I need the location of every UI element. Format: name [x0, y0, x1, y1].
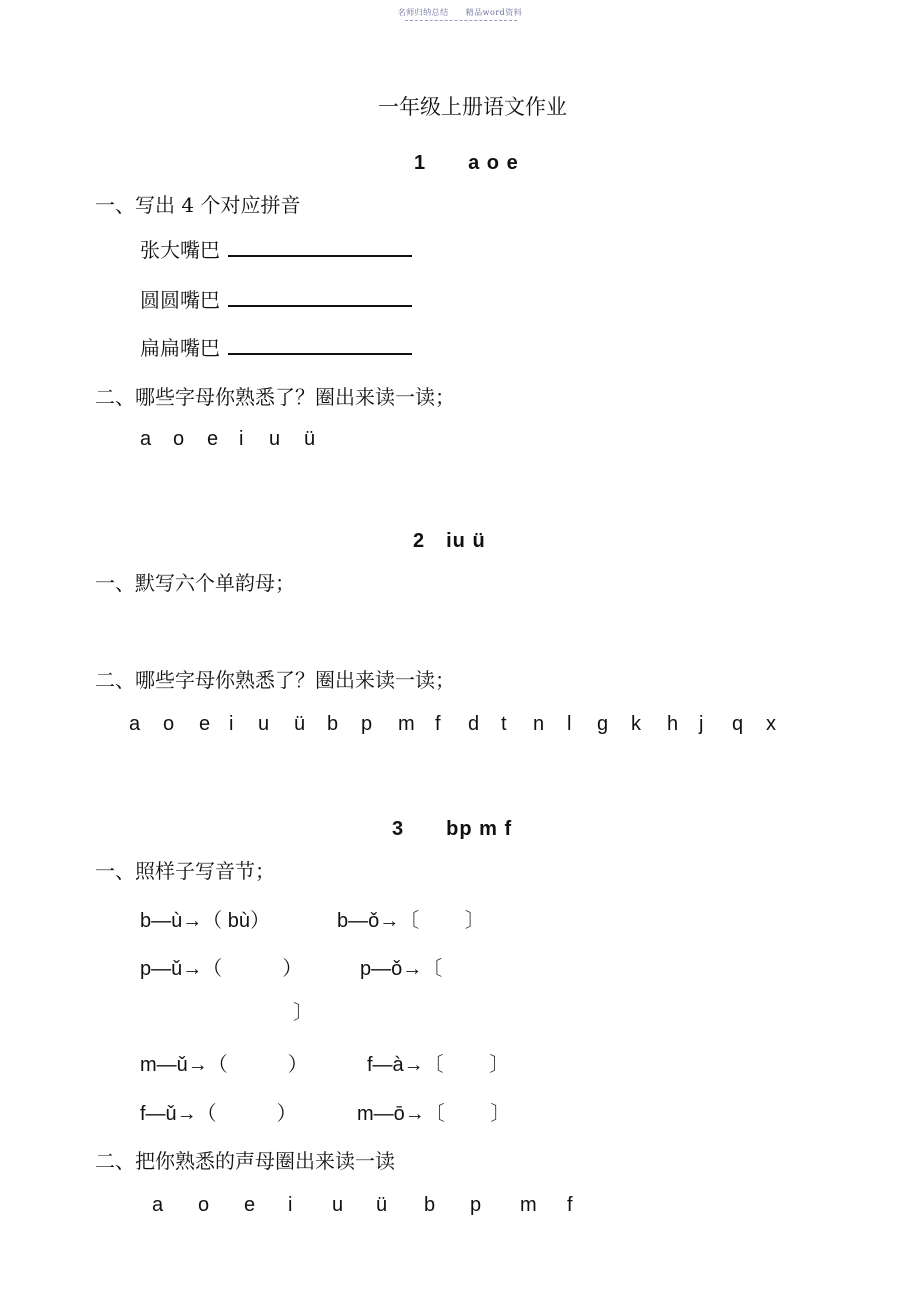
letter[interactable]: m	[398, 713, 415, 735]
lesson-2-heading: 2 iu ü	[413, 530, 486, 552]
letter[interactable]: f	[435, 713, 441, 735]
letter[interactable]: ü	[376, 1194, 388, 1216]
letter[interactable]: h	[667, 713, 679, 735]
bracket-close: 〕	[293, 1000, 313, 1024]
letter[interactable]: ü	[294, 713, 306, 735]
lesson-3-letters	[152, 1194, 581, 1217]
syllable-exercise-bo[interactable]: b—ǒ→〔 〕	[337, 910, 485, 932]
letter[interactable]: u	[258, 713, 270, 735]
lesson-2-letters	[129, 713, 782, 736]
answer-line-3[interactable]	[228, 336, 412, 355]
letter[interactable]: i	[288, 1194, 293, 1216]
syllable-exercise-fa[interactable]: f—à→〔 〕	[367, 1054, 510, 1076]
letter[interactable]: p	[470, 1194, 482, 1216]
lesson-3-question-1: 一、照样子写音节；	[95, 859, 275, 883]
lesson-1-letters	[140, 428, 324, 451]
letter[interactable]: u	[332, 1194, 344, 1216]
letter[interactable]: e	[207, 428, 219, 450]
letter[interactable]: q	[732, 713, 744, 735]
letter[interactable]: j	[699, 713, 704, 735]
letter[interactable]: n	[533, 713, 545, 735]
syllable-exercise-po[interactable]: p—ǒ→〔	[360, 958, 443, 980]
letter[interactable]: a	[129, 713, 141, 735]
lesson-1-question-1: 一、写出 4 个对应拼音	[95, 193, 301, 217]
answer-line-2[interactable]	[228, 288, 412, 307]
lesson-1-question-2: 二、哪些字母你熟悉了？圈出来读一读；	[95, 385, 455, 409]
letter[interactable]: e	[244, 1194, 256, 1216]
syllable-example: b—ù→（ bù）	[140, 910, 271, 932]
syllable-exercise-mo[interactable]: m—ō→〔 〕	[357, 1103, 511, 1125]
syllable-exercise-fu[interactable]: f—ǔ→（ ）	[140, 1103, 297, 1125]
letter[interactable]: f	[567, 1194, 573, 1216]
letter[interactable]: e	[199, 713, 211, 735]
mouth-label-3: 扁扁嘴巴	[140, 336, 220, 360]
mouth-row-1	[140, 234, 412, 263]
letter[interactable]: l	[567, 713, 572, 735]
letter[interactable]: g	[597, 713, 609, 735]
lesson-3-heading: 3 bp m f	[392, 818, 513, 840]
letter[interactable]: d	[468, 713, 480, 735]
letter[interactable]: o	[163, 713, 175, 735]
letter[interactable]: i	[239, 428, 244, 450]
mouth-label-1: 张大嘴巴	[140, 238, 220, 262]
page-header: 名师归纳总结 精品word资料	[397, 8, 523, 17]
letter[interactable]: i	[229, 713, 234, 735]
letter[interactable]: x	[766, 713, 776, 735]
letter[interactable]: m	[520, 1194, 537, 1216]
header-dashed-line	[405, 20, 517, 21]
letter[interactable]: o	[198, 1194, 210, 1216]
letter[interactable]: b	[327, 713, 339, 735]
letter[interactable]: u	[269, 428, 281, 450]
letter[interactable]: ü	[304, 428, 316, 450]
mouth-row-3	[140, 332, 412, 361]
page-title: 一年级上册语文作业	[378, 95, 567, 119]
lesson-3-question-2: 二、把你熟悉的声母圈出来读一读	[95, 1149, 395, 1173]
lesson-2-question-1: 一、默写六个单韵母；	[95, 571, 295, 595]
answer-line-1[interactable]	[228, 238, 412, 257]
letter[interactable]: a	[152, 1194, 164, 1216]
syllable-exercise-pu[interactable]: p—ǔ→（ ）	[140, 958, 303, 980]
letter[interactable]: a	[140, 428, 152, 450]
syllable-exercise-mu[interactable]: m—ǔ→（ ）	[140, 1054, 308, 1076]
lesson-2-question-2: 二、哪些字母你熟悉了？圈出来读一读；	[95, 668, 455, 692]
letter[interactable]: t	[501, 713, 507, 735]
letter[interactable]: p	[361, 713, 373, 735]
mouth-label-2: 圆圆嘴巴	[140, 288, 220, 312]
lesson-1-heading: 1 a o e	[414, 152, 519, 174]
letter[interactable]: o	[173, 428, 185, 450]
mouth-row-2	[140, 284, 412, 313]
letter[interactable]: k	[631, 713, 641, 735]
letter[interactable]: b	[424, 1194, 436, 1216]
